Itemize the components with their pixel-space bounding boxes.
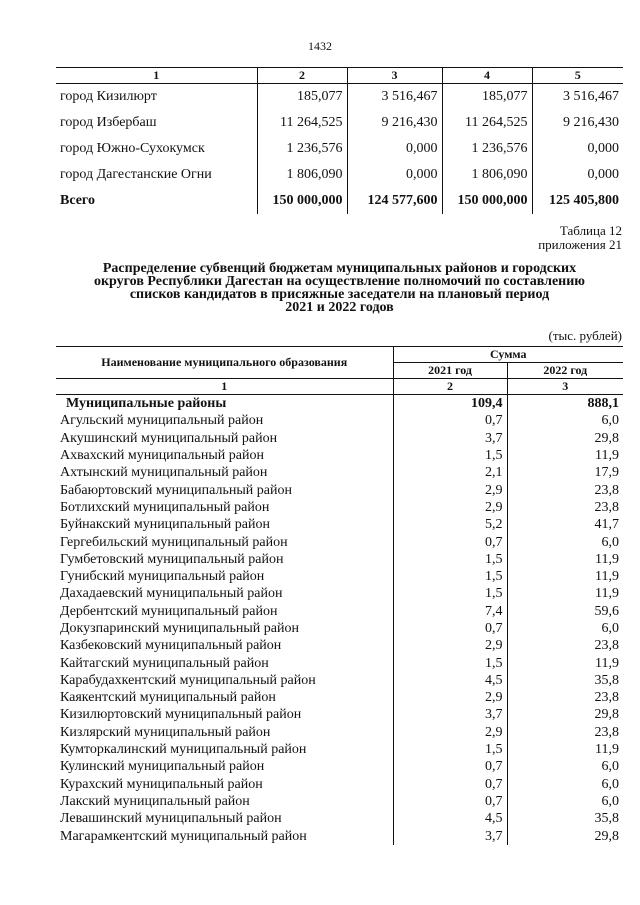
- value-2021: 2,9: [393, 689, 507, 706]
- municipality-name: Бабаюртовский муниципальный район: [60, 482, 292, 498]
- title-line: Распределение субвенций бюджетам муниципальных районов и городских: [102, 261, 577, 276]
- municipality-name: Кулинский муниципальный район: [60, 759, 265, 775]
- value-2022: 11,9: [507, 654, 623, 671]
- value-2022: 11,9: [507, 551, 623, 568]
- value-2022: 11,9: [507, 585, 623, 602]
- value-2022: 23,8: [507, 689, 623, 706]
- municipality-name: Акушинский муниципальный район: [60, 430, 278, 446]
- municipality-name: Гергебильский муниципальный район: [60, 534, 288, 550]
- title-line: 2021 и 2022 годов: [285, 300, 394, 315]
- table-row: [56, 499, 623, 516]
- continued-table: [56, 67, 623, 214]
- cell-value: 11 264,525: [257, 110, 347, 136]
- value-2021: 1,5: [393, 741, 507, 758]
- cell-value: 0,000: [532, 162, 623, 188]
- column-number-row: [56, 68, 623, 84]
- table-row: [56, 110, 623, 136]
- subvention-table: [56, 346, 623, 845]
- appendix-reference: приложения 21: [538, 237, 622, 252]
- table-row: [56, 793, 623, 810]
- row-label: город Избербаш: [60, 115, 157, 130]
- group-row: [56, 395, 623, 413]
- cell-value: 9 216,430: [532, 110, 623, 136]
- municipality-name: Кайтагский муниципальный район: [60, 655, 269, 671]
- value-2022: 11,9: [507, 568, 623, 585]
- value-2022: 23,8: [507, 481, 623, 498]
- value-2021: 0,7: [393, 620, 507, 637]
- value-2021: 0,7: [393, 758, 507, 775]
- value-2022: 23,8: [507, 637, 623, 654]
- value-2022: 6,0: [507, 793, 623, 810]
- value-2022: 11,9: [507, 447, 623, 464]
- value-2022: 888,1: [507, 395, 623, 413]
- table-row: [56, 724, 623, 741]
- value-2022: 6,0: [507, 620, 623, 637]
- table-row: [56, 481, 623, 498]
- cell-value: 124 577,600: [347, 188, 442, 214]
- municipality-name: Докузпаринский муниципальный район: [60, 621, 299, 636]
- table-row: [56, 637, 623, 654]
- value-2022: 17,9: [507, 464, 623, 481]
- cell-value: 1 806,090: [442, 162, 532, 188]
- unit-label: (тыс. рублей): [548, 328, 622, 343]
- value-2021: 109,4: [393, 395, 507, 413]
- table-row: [56, 776, 623, 793]
- table-row: [56, 136, 623, 162]
- value-2021: 3,7: [393, 706, 507, 723]
- column-number: 5: [532, 68, 623, 84]
- value-2022: 29,8: [507, 430, 623, 447]
- table-row: [56, 810, 623, 827]
- table-row: [56, 412, 623, 429]
- header-name: Наименование муниципального образования: [56, 347, 393, 379]
- page-number: 1432: [308, 39, 332, 53]
- municipality-name: Агульский муниципальный район: [60, 413, 264, 429]
- value-2022: 6,0: [507, 776, 623, 793]
- municipality-name: Курахский муниципальный район: [60, 776, 263, 792]
- municipality-name: Кумторкалинский муниципальный район: [60, 742, 307, 758]
- value-2022: 35,8: [507, 672, 623, 689]
- row-label: город Кизилюрт: [60, 89, 157, 104]
- value-2022: 6,0: [507, 758, 623, 775]
- value-2022: 11,9: [507, 741, 623, 758]
- table-row: [56, 162, 623, 188]
- column-number: 1: [56, 68, 257, 84]
- value-2022: 6,0: [507, 412, 623, 429]
- value-2021: 1,5: [393, 447, 507, 464]
- cell-value: 0,000: [347, 162, 442, 188]
- value-2022: 23,8: [507, 724, 623, 741]
- cell-value: 1 806,090: [257, 162, 347, 188]
- municipality-name: Гумбетовский муниципальный район: [60, 551, 284, 567]
- municipality-name: Дербентский муниципальный район: [60, 603, 278, 619]
- cell-value: 150 000,000: [442, 188, 532, 214]
- cell-value: 0,000: [347, 136, 442, 162]
- value-2021: 1,5: [393, 585, 507, 602]
- table-row: [56, 620, 623, 637]
- table-row: [56, 568, 623, 585]
- value-2021: 1,5: [393, 551, 507, 568]
- header-2021: 2021 год: [393, 363, 507, 379]
- cell-value: 185,077: [257, 84, 347, 111]
- row-label: Всего: [60, 193, 95, 208]
- municipality-name: Каякентский муниципальный район: [60, 690, 276, 706]
- table-row: [56, 516, 623, 533]
- value-2021: 1,5: [393, 654, 507, 671]
- table-row: [56, 758, 623, 775]
- value-2021: 2,9: [393, 637, 507, 654]
- cell-value: 11 264,525: [442, 110, 532, 136]
- title-line: списков кандидатов в присяжные заседатели на плановый период: [129, 287, 550, 302]
- value-2021: 0,7: [393, 793, 507, 810]
- value-2021: 2,1: [393, 464, 507, 481]
- municipality-name: Карабудахкентский муниципальный район: [60, 672, 316, 688]
- municipality-name: Ботлихский муниципальный район: [60, 499, 270, 515]
- municipality-name: Лакский муниципальный район: [60, 793, 250, 809]
- table-reference: [538, 224, 622, 252]
- value-2021: 0,7: [393, 776, 507, 793]
- value-2021: 3,7: [393, 430, 507, 447]
- cell-value: 185,077: [442, 84, 532, 111]
- column-number: 3: [347, 68, 442, 84]
- municipality-name: Буйнакский муниципальный район: [60, 517, 270, 533]
- column-number: 2: [393, 379, 507, 395]
- value-2021: 7,4: [393, 603, 507, 620]
- municipality-name: Дахадаевский муниципальный район: [60, 586, 283, 602]
- municipality-name: Гунибский муниципальный район: [60, 569, 265, 585]
- value-2022: 6,0: [507, 533, 623, 550]
- value-2021: 2,9: [393, 499, 507, 516]
- table-row: [56, 585, 623, 602]
- value-2021: 2,9: [393, 724, 507, 741]
- column-number: 3: [507, 379, 623, 395]
- municipality-name: Ахтынский муниципальный район: [60, 465, 268, 481]
- table-row: [56, 706, 623, 723]
- value-2021: 4,5: [393, 672, 507, 689]
- table-row: [56, 464, 623, 481]
- column-number: 2: [257, 68, 347, 84]
- value-2022: 29,8: [507, 827, 623, 844]
- value-2021: 3,7: [393, 827, 507, 844]
- title-line: округов Республики Дагестан на осуществление полномочий по составлению: [93, 274, 585, 289]
- municipality-name: Муниципальные районы: [66, 396, 227, 412]
- row-label: город Южно-Сухокумск: [60, 141, 205, 156]
- table-row: [56, 603, 623, 620]
- table-row: [56, 689, 623, 706]
- table-row: [56, 84, 623, 111]
- value-2021: 0,7: [393, 412, 507, 429]
- value-2021: 2,9: [393, 481, 507, 498]
- municipality-name: Кизлярский муниципальный район: [60, 724, 271, 740]
- column-number: 4: [442, 68, 532, 84]
- value-2022: 35,8: [507, 810, 623, 827]
- value-2022: 23,8: [507, 499, 623, 516]
- table-row: [56, 447, 623, 464]
- cell-value: 3 516,467: [532, 84, 623, 111]
- cell-value: 125 405,800: [532, 188, 623, 214]
- municipality-name: Ахвахский муниципальный район: [60, 448, 264, 464]
- municipality-name: Магарамкентский муниципальный район: [60, 828, 307, 844]
- cell-value: 0,000: [532, 136, 623, 162]
- cell-value: 1 236,576: [442, 136, 532, 162]
- cell-value: 150 000,000: [257, 188, 347, 214]
- total-row: [56, 188, 623, 214]
- value-2021: 5,2: [393, 516, 507, 533]
- row-label: город Дагестанские Огни: [60, 167, 212, 182]
- municipality-name: Кизилюртовский муниципальный район: [60, 707, 302, 723]
- column-number: 1: [56, 379, 393, 395]
- header-sum: Сумма: [393, 347, 623, 363]
- value-2021: 1,5: [393, 568, 507, 585]
- table-row: [56, 654, 623, 671]
- table-row: [56, 827, 623, 844]
- value-2022: 41,7: [507, 516, 623, 533]
- cell-value: 9 216,430: [347, 110, 442, 136]
- header-2022: 2022 год: [507, 363, 623, 379]
- value-2022: 59,6: [507, 603, 623, 620]
- cell-value: 3 516,467: [347, 84, 442, 111]
- table-row: [56, 430, 623, 447]
- municipality-name: Левашинский муниципальный район: [60, 811, 282, 827]
- table-row: [56, 672, 623, 689]
- value-2022: 29,8: [507, 706, 623, 723]
- table-row: [56, 551, 623, 568]
- cell-value: 1 236,576: [257, 136, 347, 162]
- table-number: Таблица 12: [559, 223, 622, 238]
- municipality-name: Казбековский муниципальный район: [60, 638, 282, 654]
- value-2021: 4,5: [393, 810, 507, 827]
- table-row: [56, 741, 623, 758]
- table-row: [56, 533, 623, 550]
- value-2021: 0,7: [393, 533, 507, 550]
- table-title: [56, 262, 623, 314]
